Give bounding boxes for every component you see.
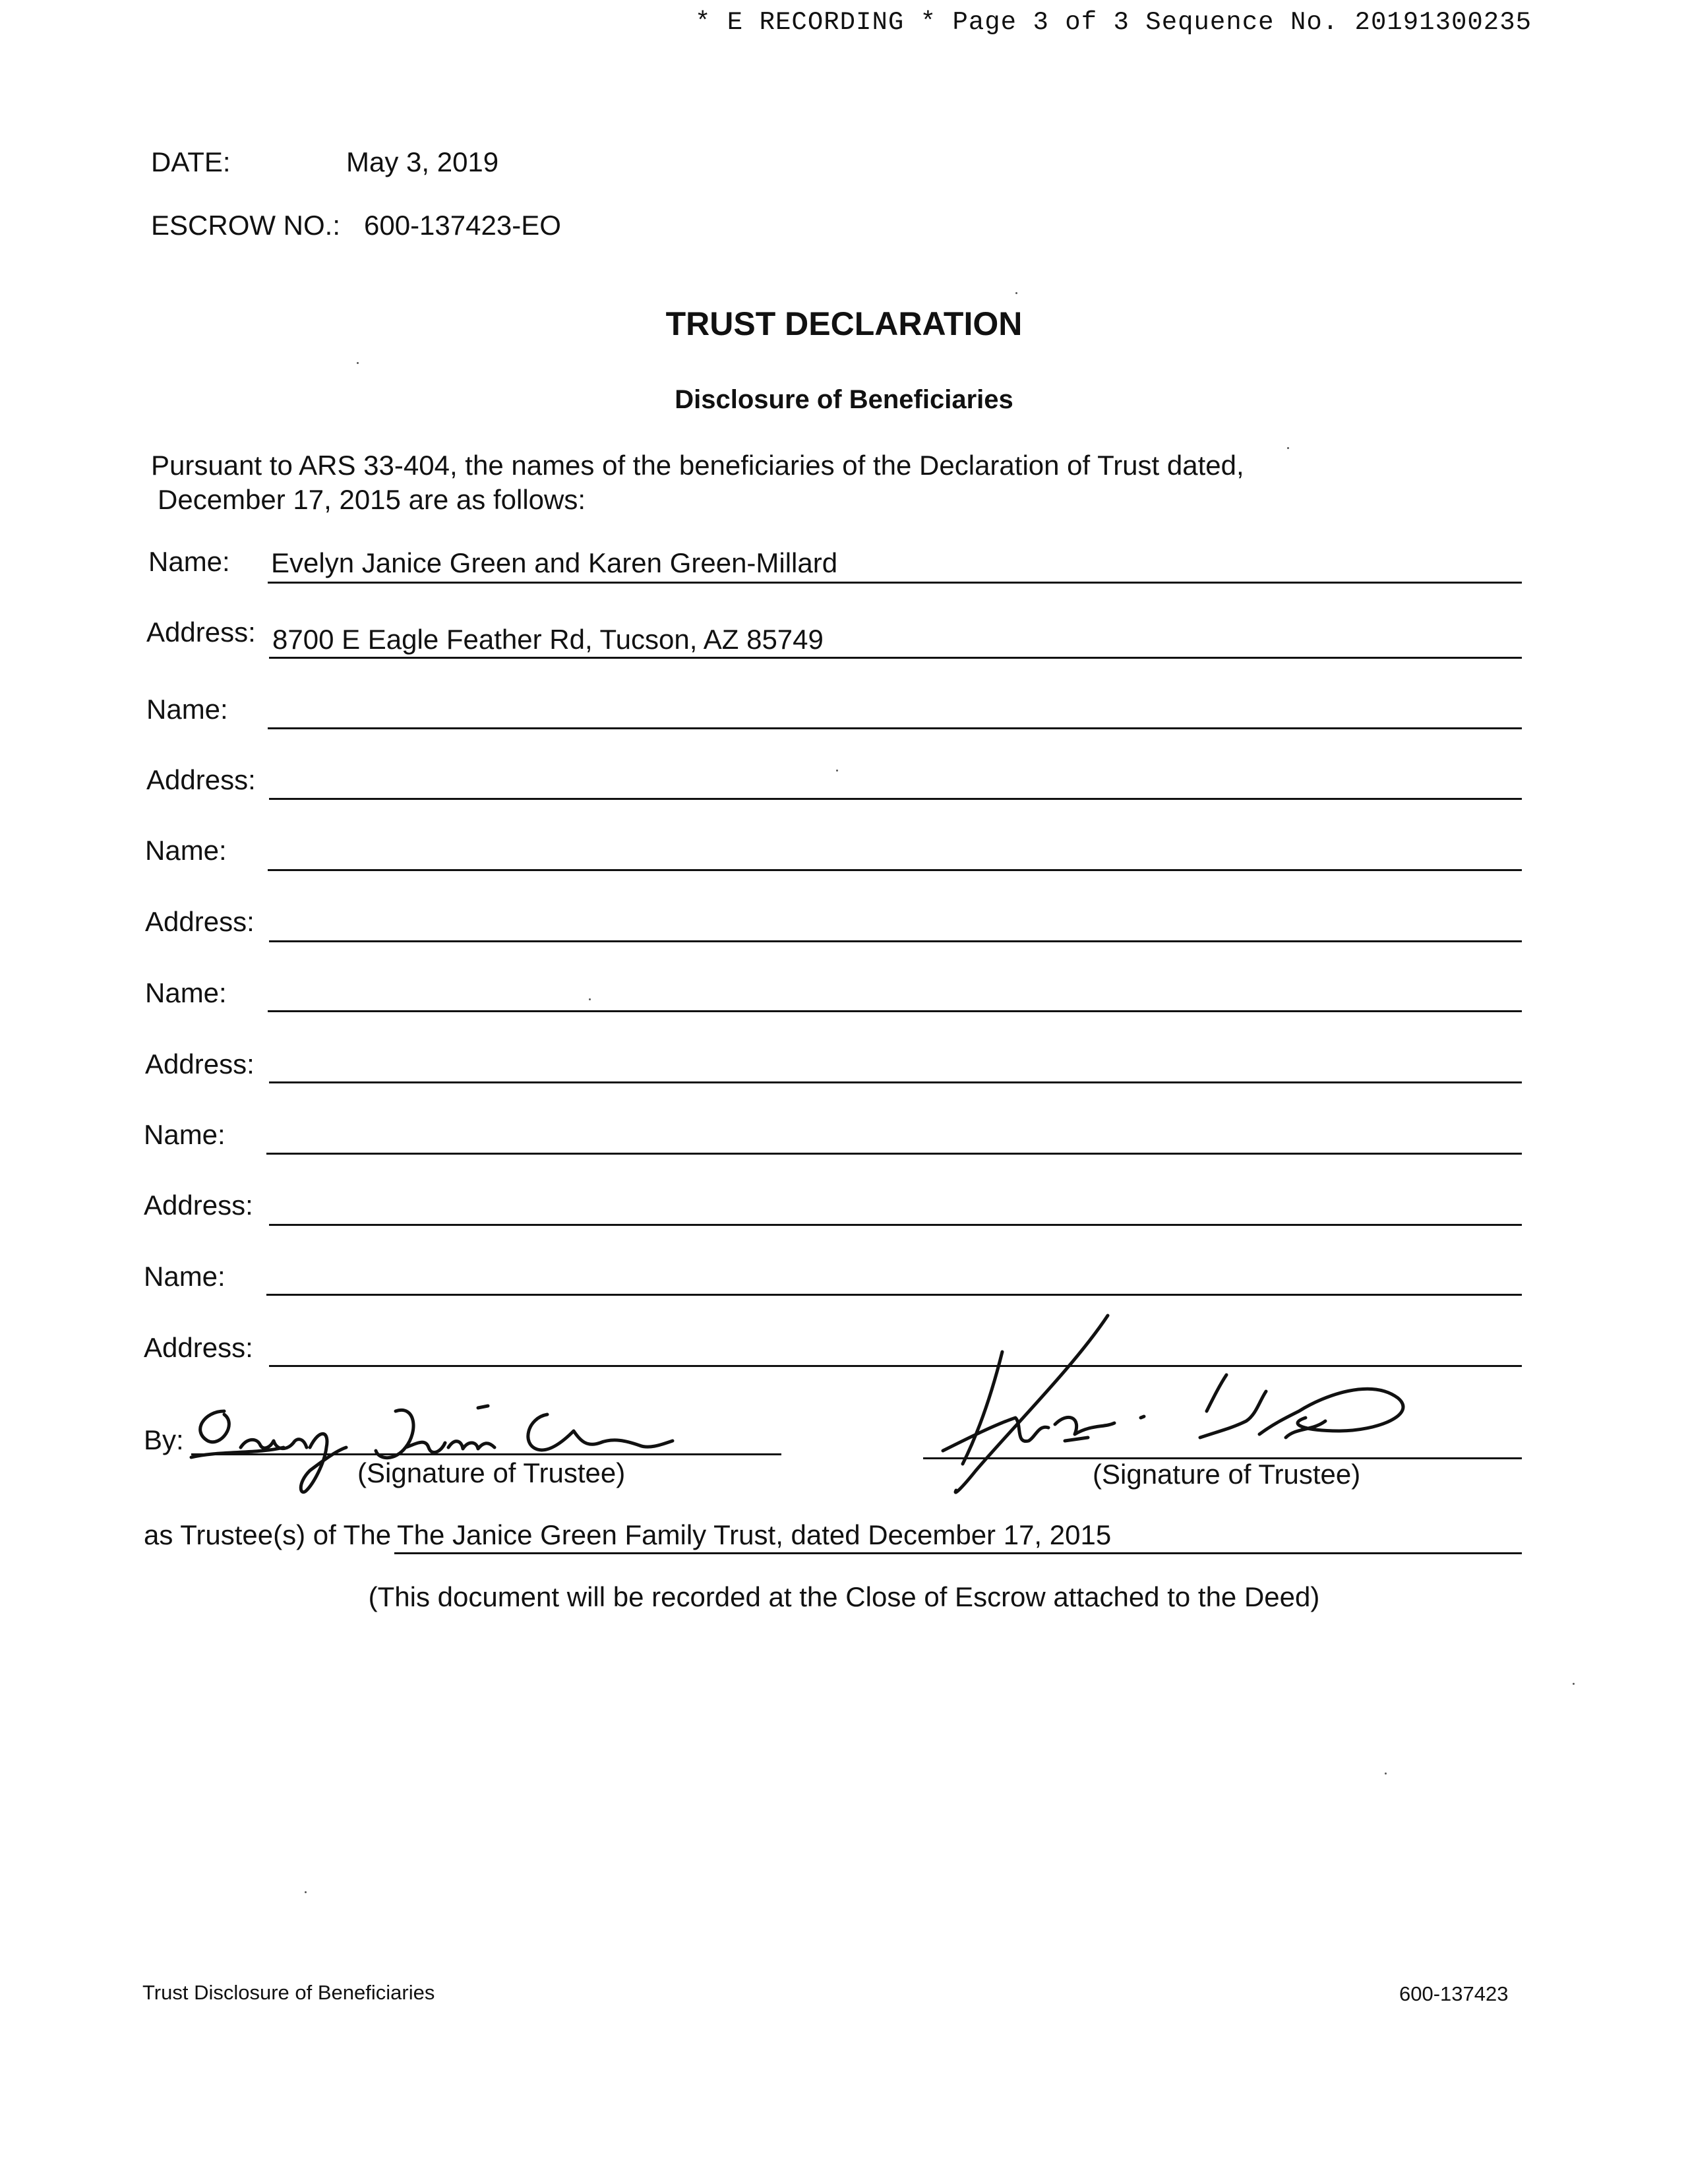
- beneficiary-name-label: Name:: [144, 1261, 226, 1292]
- beneficiary-address-label: Address:: [145, 1048, 255, 1079]
- beneficiary-address-label: Address:: [146, 764, 256, 795]
- scan-speck: [1287, 447, 1289, 449]
- footer-right: 600-137423: [1399, 1982, 1509, 2005]
- address-line: [269, 940, 1522, 942]
- intro-line-2: December 17, 2015 are as follows:: [158, 484, 586, 515]
- beneficiary-name-value: Evelyn Janice Green and Karen Green-Millard: [271, 547, 838, 578]
- name-line: [266, 1153, 1522, 1155]
- date-label: DATE:: [151, 146, 231, 177]
- scan-speck: [357, 362, 359, 364]
- scan-speck: [1573, 1683, 1575, 1685]
- scan-speck: [836, 770, 838, 772]
- name-line: [268, 727, 1522, 729]
- address-line: [269, 1224, 1522, 1226]
- trust-name: The Janice Green Family Trust, dated December 17, 2015: [397, 1519, 1112, 1550]
- document-title: TRUST DECLARATION: [665, 305, 1023, 342]
- trustee1-caption: (Signature of Trustee): [357, 1457, 626, 1488]
- scan-speck: [1385, 1773, 1387, 1774]
- beneficiary-address-label: Address:: [144, 1190, 253, 1221]
- beneficiary-address-label: Address:: [146, 617, 256, 648]
- scan-speck: [305, 1891, 307, 1893]
- beneficiary-name-label: Name:: [148, 546, 230, 577]
- footer-left: Trust Disclosure of Beneficiaries: [142, 1981, 435, 2004]
- name-line: [266, 1294, 1522, 1296]
- intro-line-1: Pursuant to ARS 33-404, the names of the beneficiaries of the Declaration of Trust dated,: [151, 450, 1244, 481]
- intro-paragraph: [151, 448, 1404, 517]
- name-line: [268, 582, 1522, 584]
- beneficiary-name-label: Name:: [145, 977, 227, 1008]
- trustee-of-label: as Trustee(s) of The: [144, 1519, 392, 1550]
- escrow-value: 600-137423-EO: [364, 210, 561, 241]
- beneficiary-name-label: Name:: [145, 835, 227, 866]
- trustee1-signature-image: [178, 1385, 692, 1503]
- trustee2-caption: (Signature of Trustee): [1093, 1459, 1361, 1490]
- date-value: May 3, 2019: [346, 146, 499, 177]
- recording-note: (This document will be recorded at the Close of Escrow attached to the Deed): [368, 1581, 1320, 1612]
- address-line: [269, 1081, 1522, 1083]
- beneficiary-address-label: Address:: [145, 906, 255, 937]
- scan-speck: [1015, 292, 1017, 294]
- escrow-label: ESCROW NO.:: [151, 210, 341, 241]
- beneficiary-address-value: 8700 E Eagle Feather Rd, Tucson, AZ 85749: [272, 624, 824, 655]
- name-line: [268, 1010, 1522, 1012]
- trustee2-signature-image: [917, 1312, 1431, 1503]
- by-label: By:: [144, 1424, 184, 1455]
- beneficiary-name-label: Name:: [146, 694, 228, 725]
- beneficiary-name-label: Name:: [144, 1119, 226, 1150]
- scan-speck: [589, 998, 591, 1000]
- address-line: [269, 657, 1522, 659]
- document-subtitle: Disclosure of Beneficiaries: [675, 385, 1013, 414]
- trust-name-line: [394, 1552, 1522, 1554]
- address-line: [269, 798, 1522, 800]
- name-line: [268, 869, 1522, 871]
- beneficiary-address-label: Address:: [144, 1332, 253, 1363]
- recording-header: * E RECORDING * Page 3 of 3 Sequence No. 20191300235: [695, 8, 1532, 37]
